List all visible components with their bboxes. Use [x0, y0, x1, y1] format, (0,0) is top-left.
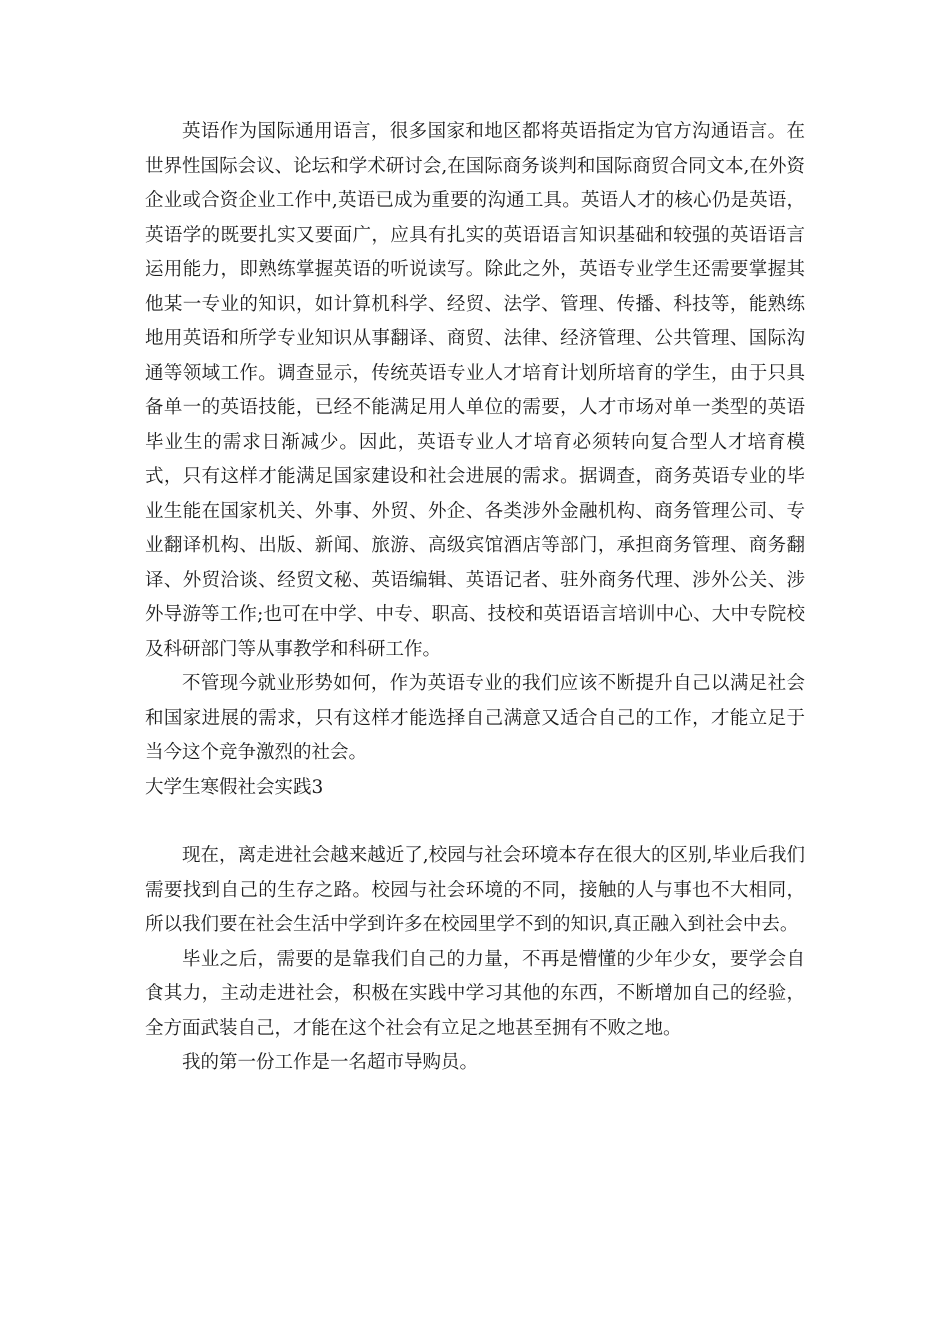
paragraph-after-graduation: 毕业之后，需要的是靠我们自己的力量，不再是懵懂的少年少女，要学会自食其力，主动走进社会，积极在实践中学习其他的东西，不断增加自己的经验，全方面武装自己，才能在这个社会有立足之地甚至拥有不败之地。 — [145, 948, 805, 1039]
paragraph-english-importance: 英语作为国际通用语言，很多国家和地区都将英语指定为官方沟通语言。在世界性国际会议、论坛和学术研讨会,在国际商务谈判和国际商贸合同文本,在外资企业或合资企业工作中,英语已成为重要的沟通工具。英语人才的核心仍是英语，英语学的既要扎实又要面广，应具有扎实的英语语言知识基础和较强的英语语言运用能力，即熟练掌握英语的听说读写。除此之外，英语专业学生还需要掌握其他某一专业的知识，如计算机科学、经贸、法学、管理、传播、科技等，能熟练地用英语和所学专业知识从事翻译、商贸、法律、经济管理、公共管理、国际沟通等领域工作。调查显示，传统英语专业人才培育计划所培育的学生，由于只具备单一的英语技能，已经不能满足用人单位的需要，人才市场对单一类型的英语毕业生的需求日渐减少。因此，英语专业人才培育必须转向复合型人才培育模式，只有这样才能满足国家建设和社会进展的需求。据调查，商务英语专业的毕业生能在国家机关、外事、外贸、外企、各类涉外金融机构、商务管理公司、专业翻译机构、出版、新闻、旅游、高级宾馆酒店等部门，承担商务管理、商务翻译、外贸洽谈、经贸文秘、英语编辑、英语记者、驻外商务代理、涉外公关、涉外导游等工作;也可在中学、中专、职高、技校和英语语言培训中心、大中专院校及科研部门等从事教学和科研工作。 — [145, 121, 805, 660]
document-page — [145, 115, 805, 1081]
paragraph-first-job: 我的第一份工作是一名超市导购员。 — [182, 1052, 479, 1073]
paragraph-campus-vs-society: 现在，离走进社会越来越近了,校园与社会环境本存在很大的区别,毕业后我们需要找到自己的生存之路。校园与社会环境的不同，接触的人与事也不大相同，所以我们要在社会生活中学到许多在校园里学不到的知识,真正融入到社会中去。 — [145, 845, 805, 935]
section-heading: 大学生寒假社会实践3 — [145, 776, 324, 798]
paragraph-employment-outlook: 不管现今就业形势如何，作为英语专业的我们应该不断提升自己以满足社会和国家进展的需求，只有这样才能选择自己满意又适合自己的工作，才能立足于当今这个竞争激烈的社会。 — [145, 673, 805, 763]
